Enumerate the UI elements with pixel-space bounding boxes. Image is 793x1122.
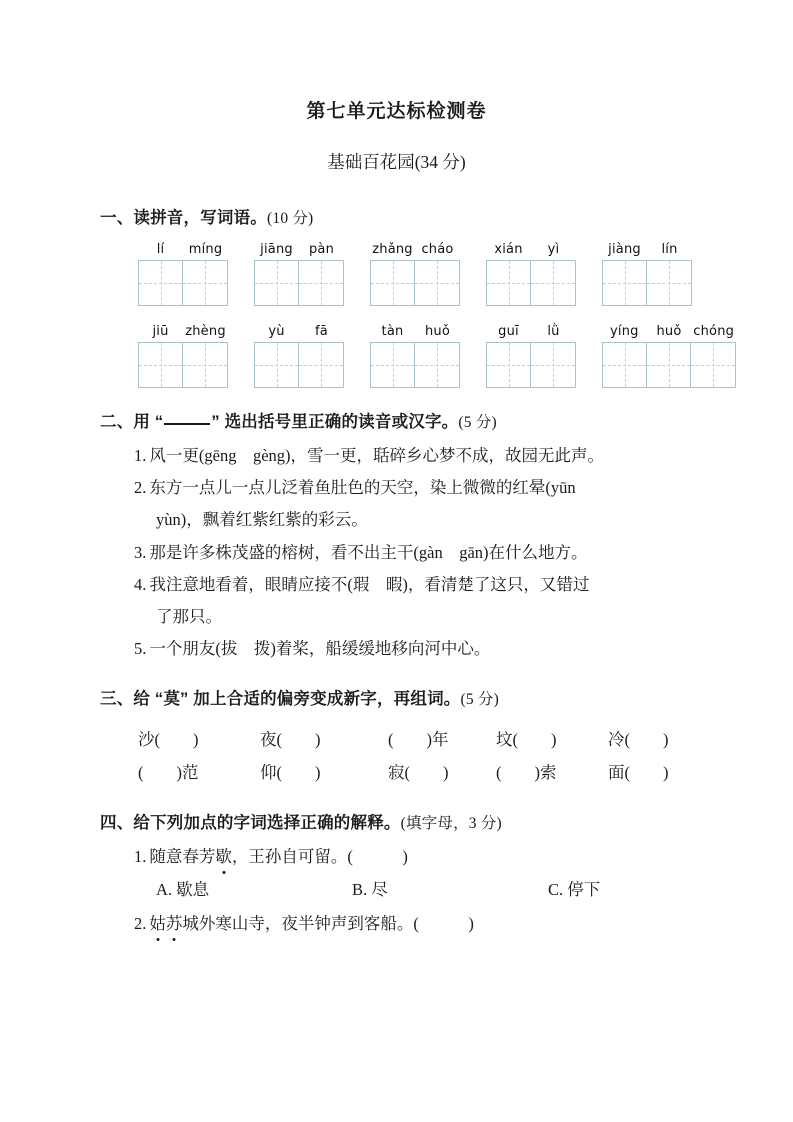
question-item [100, 908, 693, 940]
item-text: 我注意地看着，眼睛应接不(瑕 暇)，看清楚了这只，又错过 [149, 574, 590, 594]
tianzige-box[interactable] [602, 342, 736, 388]
tianzige-cell[interactable] [255, 343, 299, 387]
pinyin-syllable: huǒ [656, 324, 682, 339]
radical-slot[interactable]: 仰( ) [260, 763, 321, 783]
pinyin-syllable: zhèng [185, 324, 226, 339]
answer-options-row [100, 873, 693, 908]
pinyin-line [486, 324, 576, 339]
word-group [254, 324, 344, 388]
pinyin-grid-row-1 [100, 242, 693, 306]
pinyin-syllable: tàn [381, 324, 404, 339]
question-item [100, 841, 693, 873]
tianzige-cell[interactable] [647, 343, 691, 387]
option-a[interactable]: A. 歇息 [156, 880, 210, 900]
section-2-title-before: 用 “ [133, 413, 164, 431]
page-title: 第七单元达标检测卷 [306, 101, 487, 122]
section-3-heading [100, 685, 693, 709]
section-1-heading [100, 204, 693, 228]
item-text-suffix: ，王孙自可留。( ) [231, 847, 408, 867]
option-c[interactable]: C. 停下 [548, 880, 601, 900]
section-2-score: (5 分) [458, 414, 497, 431]
item-number: 5. [134, 639, 147, 659]
tianzige-box[interactable] [486, 260, 576, 306]
tianzige-cell[interactable] [487, 343, 531, 387]
radical-exercise-row [100, 723, 693, 756]
pinyin-syllable: lín [661, 242, 678, 257]
pinyin-syllable: míng [188, 242, 223, 257]
word-group [602, 324, 736, 388]
item-number: 2. [134, 478, 147, 498]
pinyin-line [602, 324, 736, 339]
tianzige-cell[interactable] [531, 261, 575, 305]
item-number: 1. [134, 847, 147, 867]
pinyin-line [254, 324, 344, 339]
radical-slot[interactable]: ( )索 [496, 763, 557, 783]
tianzige-cell[interactable] [139, 343, 183, 387]
section-2-number: 二、 [100, 413, 134, 431]
pinyin-syllable: huǒ [424, 324, 451, 339]
question-item-continuation [100, 601, 693, 633]
emphasis-char: 苏 [166, 908, 183, 940]
section-1-score: (10 分) [267, 210, 314, 227]
radical-slot[interactable]: 冷( ) [608, 730, 669, 750]
pinyin-line [370, 324, 460, 339]
pinyin-syllable: lí [156, 242, 165, 257]
item-number: 3. [134, 542, 147, 562]
tianzige-box[interactable] [254, 342, 344, 388]
radical-slot[interactable]: 寂( ) [388, 763, 449, 783]
pinyin-syllable: jiū [152, 324, 169, 339]
tianzige-box[interactable] [370, 260, 460, 306]
pinyin-line [138, 242, 228, 257]
question-item [100, 440, 693, 472]
section-3-title-before: 给 “ [133, 690, 164, 709]
word-group [486, 324, 576, 388]
radical-slot[interactable]: ( )范 [138, 763, 199, 783]
tianzige-cell[interactable] [691, 343, 735, 387]
section-4-number: 四、 [100, 814, 134, 833]
pinyin-grid-row-2 [100, 324, 735, 388]
pinyin-syllable: fā [315, 324, 328, 339]
pinyin-line [370, 242, 460, 257]
pinyin-syllable: yì [547, 242, 560, 257]
question-item-continuation [100, 504, 693, 536]
pinyin-line [138, 324, 228, 339]
pinyin-line [254, 242, 344, 257]
tianzige-cell[interactable] [255, 261, 299, 305]
pinyin-syllable: lǜ [547, 324, 560, 339]
tianzige-cell[interactable] [603, 261, 647, 305]
question-item [100, 472, 693, 504]
item-text: 一个朋友(拔 拨)着桨，船缓缓地移向河中心。 [149, 639, 491, 659]
item-text-suffix: 城外寒山寺，夜半钟声到客船。( ) [182, 914, 474, 934]
word-group [138, 242, 228, 306]
tianzige-box[interactable] [254, 260, 344, 306]
pinyin-line [486, 242, 576, 257]
section-3-score: (5 分) [460, 691, 499, 709]
radical-exercise-row [100, 756, 693, 789]
tianzige-cell[interactable] [531, 343, 575, 387]
tianzige-cell[interactable] [487, 261, 531, 305]
pinyin-syllable: yù [268, 324, 285, 339]
pinyin-syllable: jiàng [608, 242, 641, 257]
tianzige-cell[interactable] [371, 261, 415, 305]
section-3-number: 三、 [100, 690, 134, 709]
tianzige-box[interactable] [138, 260, 228, 306]
tianzige-cell[interactable] [299, 261, 343, 305]
radical-slot[interactable]: 夜( ) [260, 730, 321, 750]
section-4-score: (填字母，3 分) [400, 815, 502, 833]
item-text: yùn)，飘着红紫红紫的彩云。 [156, 510, 368, 530]
item-text: 风一更(gēng gèng)，雪一更，聒碎乡心梦不成，故园无此声。 [149, 446, 605, 465]
item-number: 2. [134, 914, 147, 934]
word-group [370, 242, 460, 306]
section-4-title: 给下列加点的字词选择正确的解释。 [133, 814, 401, 833]
tianzige-cell[interactable] [371, 343, 415, 387]
emphasis-char: 歇 [215, 841, 232, 873]
item-number: 4. [134, 574, 147, 594]
radical-slot[interactable]: ( )年 [388, 730, 449, 750]
word-group [370, 324, 460, 388]
pinyin-line [602, 242, 692, 257]
pinyin-syllable: guī [498, 324, 519, 339]
tianzige-cell[interactable] [139, 261, 183, 305]
word-group [254, 242, 344, 306]
section-3-title-after: ” 加上合适的偏旁变成新字，再组词。 [180, 690, 461, 709]
section-2-title-after: ” 选出括号里正确的读音或汉字。 [211, 413, 459, 431]
pinyin-syllable: zhǎng [372, 242, 413, 257]
question-item [100, 633, 693, 665]
pinyin-syllable: cháo [421, 242, 454, 257]
pinyin-syllable: xián [494, 242, 523, 257]
page-subtitle: 基础百花园(34 分) [327, 152, 466, 172]
tianzige-cell[interactable] [603, 343, 647, 387]
pinyin-syllable: chóng [693, 324, 735, 339]
item-number: 1. [134, 446, 147, 465]
tianzige-box[interactable] [486, 342, 576, 388]
item-text: 东方一点儿一点儿泛着鱼肚色的天空，染上微微的红晕(yūn [149, 478, 576, 498]
emphasis-char: 姑 [149, 908, 166, 940]
radical-slot[interactable]: 坟( ) [496, 730, 557, 750]
section-1-title: 读拼音，写词语。 [133, 209, 268, 227]
tianzige-cell[interactable] [415, 261, 459, 305]
tianzige-cell[interactable] [647, 261, 691, 305]
tianzige-cell[interactable] [299, 343, 343, 387]
pinyin-syllable: pàn [308, 242, 335, 257]
item-text: 那是许多株茂盛的榕树，看不出主干(gàn gān)在什么地方。 [149, 542, 588, 562]
item-text: 了那只。 [156, 606, 222, 626]
tianzige-cell[interactable] [183, 261, 227, 305]
tianzige-box[interactable] [602, 260, 692, 306]
pinyin-syllable: jiāng [260, 242, 293, 257]
tianzige-cell[interactable] [183, 343, 227, 387]
tianzige-box[interactable] [370, 342, 460, 388]
pinyin-syllable: yíng [610, 324, 639, 339]
word-group [602, 242, 692, 306]
tianzige-cell[interactable] [415, 343, 459, 387]
underline-placeholder [164, 423, 210, 425]
section-4-heading [100, 809, 693, 833]
section-2-heading [100, 408, 693, 432]
tianzige-box[interactable] [138, 342, 228, 388]
word-group [138, 324, 228, 388]
option-b[interactable]: B. 尽 [352, 880, 388, 900]
section-3-quoted-char: 莫 [163, 690, 181, 709]
section-1-number: 一、 [100, 209, 134, 227]
item-text-prefix: 随意春芳 [149, 847, 216, 867]
radical-slot[interactable]: 面( ) [608, 763, 669, 783]
word-group [486, 242, 576, 306]
radical-slot[interactable]: 沙( ) [138, 730, 199, 750]
question-item [100, 569, 693, 601]
question-item [100, 537, 693, 569]
